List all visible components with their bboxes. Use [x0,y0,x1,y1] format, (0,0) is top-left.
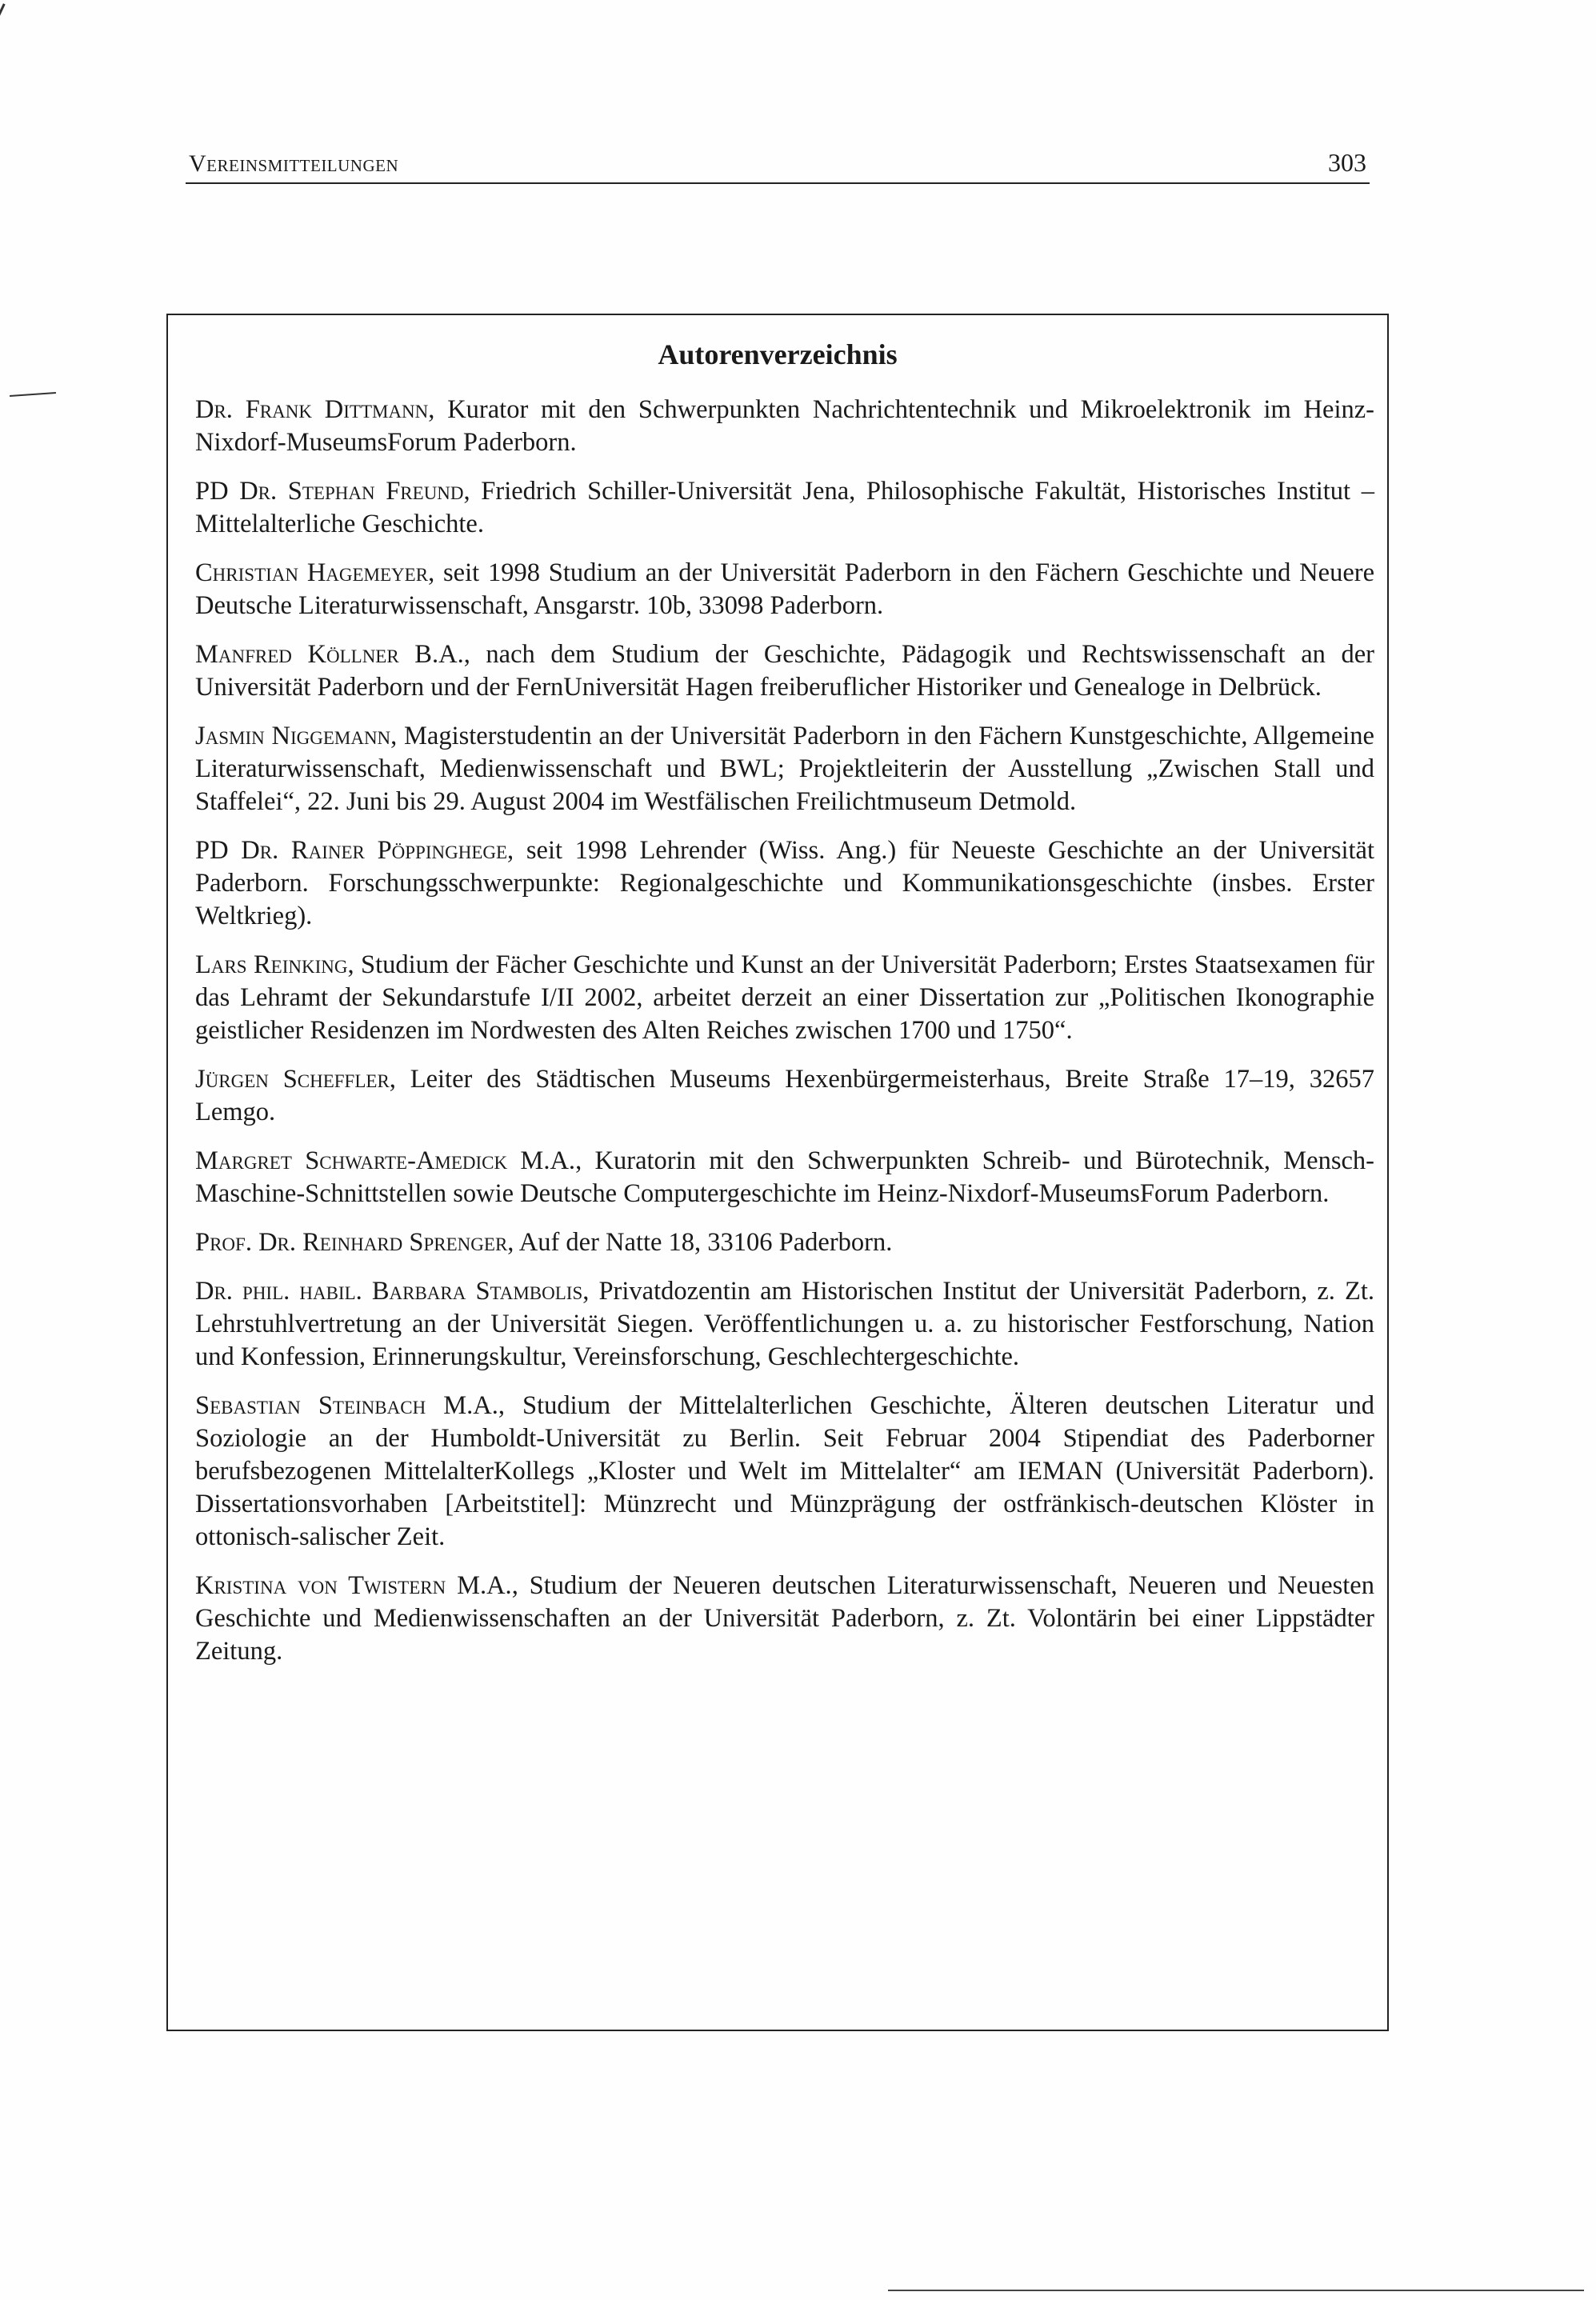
author-entry [195,720,1374,818]
author-entry [195,475,1374,541]
author-description: , seit 1998 Studium an der Universität Paderborn in den Fächern Geschichte und Neuere Deutsche Literaturwissenschaft, Ansgarstr. 10b, 33098 Paderborn. [195,558,1374,620]
author-name: PD Dr. Stephan Freund [195,477,464,506]
author-name: Dr. phil. habil. Barbara Stambolis [195,1277,583,1306]
author-name: Manfred Köllner B.A. [195,640,464,669]
author-entry [195,1226,1374,1259]
author-description: , Magisterstudentin an der Universität Paderborn in den Fächern Kunstgeschichte, Allgemeine Literaturwissenschaft, Medienwissenschaft und BWL; Projektleiterin der Ausstellung „Zwischen Stall und Staffelei“, 22. Juni bis 29. August 2004 im Westfälischen Freilichtmuseum Detmold. [195,722,1374,816]
scan-mark [10,392,56,397]
author-entry [195,557,1374,622]
author-entry [195,1063,1374,1129]
author-description: , Privatdozentin am Historischen Institut der Universität Paderborn, z. Zt. Lehrstuhlvertretung an der Universität Siegen. Veröffentlichungen u. a. zu historischer Festforschung, Nation und Konfession, Erinnerungskultur, Vereinsforschung, Geschlechtergeschichte. [195,1277,1374,1371]
author-description: , Studium der Neueren deutschen Literaturwissenschaft, Neueren und Neuesten Geschichte und Medienwissenschaften an der Universität Paderborn, z. Zt. Volontärin bei einer Lippstädter Zeitung. [195,1571,1374,1666]
page-number: 303 [1328,148,1366,177]
author-description: , nach dem Studium der Geschichte, Pädagogik und Rechtswissenschaft an der Universität Paderborn und der FernUniversität Hagen freiberuflicher Historiker und Genealoge in Delbrück. [195,640,1374,702]
author-directory-box [166,314,1389,2031]
author-name: Margret Schwarte-Amedick M.A. [195,1146,576,1175]
author-description: , Kuratorin mit den Schwerpunkten Schreib- und Bürotechnik, Mensch-Maschine-Schnittstellen sowie Deutsche Computergeschichte im Heinz-Nixdorf-MuseumsForum Paderborn. [195,1146,1375,1208]
author-entry [195,394,1374,459]
author-name: Sebastian Steinbach M.A. [195,1391,498,1420]
author-entry [195,1145,1374,1210]
author-entry [195,949,1374,1047]
author-name: Lars Reinking [195,950,348,979]
author-entry [195,834,1374,933]
author-name: Dr. Frank Dittmann [195,395,429,424]
author-description: , Leiter des Städtischen Museums Hexenbürgermeisterhaus, Breite Straße 17–19, 32657 Lemgo. [195,1065,1374,1126]
author-entry [195,1570,1374,1668]
author-description: , seit 1998 Lehrender (Wiss. Ang.) für Neueste Geschichte an der Universität Paderborn. Forschungsschwerpunkte: Regionalgeschichte und Kommunikationsgeschichte (insbes. Erster Weltkrieg). [195,836,1374,930]
author-description: , Auf der Natte 18, 33106 Paderborn. [507,1228,893,1257]
author-entry [195,1390,1374,1554]
author-description: , Studium der Mittelalterlichen Geschichte, Älteren deutschen Literatur und Soziologie an der Humboldt-Universität zu Berlin. Seit Februar 2004 Stipendiat des Paderborner berufsbezogenen MittelalterKollegs „Kloster und Welt im Mittelalter“ am IEMAN (Universität Paderborn). Dissertationsvorhaben [Arbeitstitel]: Münzrecht und Münzprägung der ostfränkisch-deutschen Klöster in ottonisch-salischer Zeit. [195,1391,1374,1551]
author-description: , Studium der Fächer Geschichte und Kunst an der Universität Paderborn; Erstes Staatsexamen für das Lehramt der Sekundarstufe I/II 2002, arbeitet derzeit an einer Dissertation zur „Politischen Ikonographie geistlicher Residenzen im Nordwesten des Alten Reiches zwischen 1700 und 1750“. [195,950,1374,1045]
author-description: , Kurator mit den Schwerpunkten Nachrichtentechnik und Mikroelektronik im Heinz-Nixdorf-MuseumsForum Paderborn. [195,395,1374,457]
author-entry [195,1275,1374,1374]
scan-mark [0,3,6,18]
author-name: Prof. Dr. Reinhard Sprenger [195,1228,508,1257]
author-list [195,394,1374,1684]
running-header [186,144,1370,184]
author-name: Jasmin Niggemann [195,722,391,750]
author-name: Kristina von Twistern M.A. [195,1571,512,1600]
box-title: Autorenverzeichnis [658,338,898,370]
bottom-rule [888,2290,1584,2291]
author-entry [195,638,1374,704]
author-name: Jürgen Scheffler [195,1065,390,1094]
section-title: Vereinsmitteilungen [189,150,399,177]
author-name: Christian Hagemeyer [195,558,429,587]
author-description: , Friedrich Schiller-Universität Jena, Philosophische Fakultät, Historisches Institut – Mittelalterliche Geschichte. [195,477,1374,538]
author-name: PD Dr. Rainer Pöppinghege [195,836,508,865]
